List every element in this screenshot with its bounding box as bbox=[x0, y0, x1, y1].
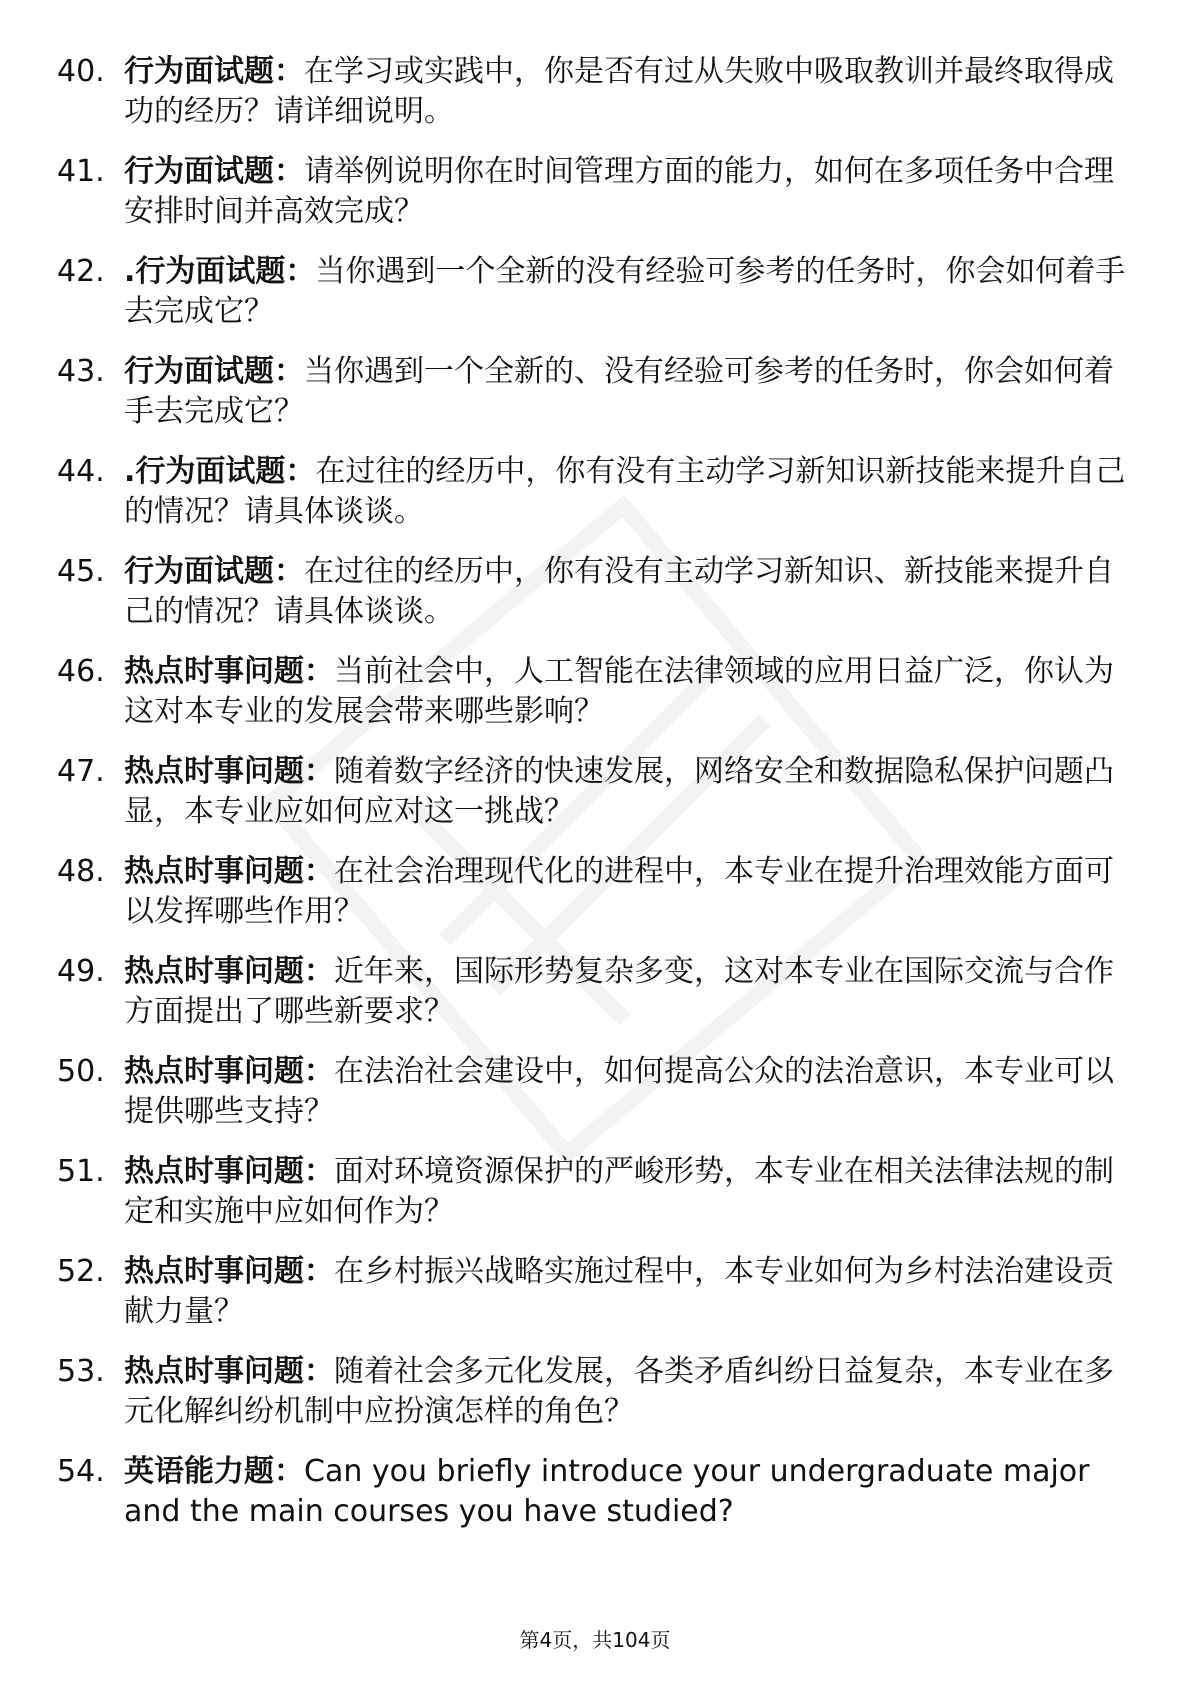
question-category: 热点时事问题： bbox=[124, 1254, 334, 1289]
question-text: 在乡村振兴战略实施过程中，本专业如何为乡村法治建设贡献力量？ bbox=[124, 1254, 1114, 1329]
question-category: 热点时事问题： bbox=[124, 1154, 334, 1189]
question-item bbox=[57, 452, 1137, 532]
question-category: 热点时事问题： bbox=[124, 1054, 334, 1089]
question-category: 热点时事问题： bbox=[124, 1354, 334, 1389]
page-number-label: 第4页，共104页 bbox=[519, 1628, 671, 1652]
question-number: 40. bbox=[57, 54, 105, 89]
question-item bbox=[57, 1152, 1137, 1232]
page-footer bbox=[0, 1628, 1190, 1652]
question-item bbox=[57, 52, 1137, 132]
question-number: 44. bbox=[57, 454, 105, 489]
question-number: 49. bbox=[57, 954, 105, 989]
question-number: 50. bbox=[57, 1054, 105, 1089]
question-category: 行为面试题： bbox=[124, 554, 304, 589]
question-text: 当你遇到一个全新的、没有经验可参考的任务时，你会如何着手去完成它？ bbox=[124, 354, 1114, 429]
question-category: 行为面试题： bbox=[124, 154, 304, 189]
question-category: .行为面试题： bbox=[124, 254, 316, 289]
question-category: 行为面试题： bbox=[124, 354, 304, 389]
question-text: 在学习或实践中，你是否有过从失败中吸取教训并最终取得成功的经历？请详细说明。 bbox=[124, 54, 1114, 129]
question-category: 热点时事问题： bbox=[124, 654, 334, 689]
question-category: 英语能力题： bbox=[124, 1454, 304, 1489]
question-category: 热点时事问题： bbox=[124, 954, 334, 989]
question-number: 41. bbox=[57, 154, 105, 189]
question-number: 47. bbox=[57, 754, 105, 789]
question-item bbox=[57, 352, 1137, 432]
question-number: 51. bbox=[57, 1154, 105, 1189]
question-text: 当前社会中，人工智能在法律领域的应用日益广泛，你认为这对本专业的发展会带来哪些影响？ bbox=[124, 654, 1114, 729]
question-category: 热点时事问题： bbox=[124, 754, 334, 789]
question-item bbox=[57, 1052, 1137, 1132]
question-item bbox=[57, 1252, 1137, 1332]
question-text: 在法治社会建设中，如何提高公众的法治意识，本专业可以提供哪些支持？ bbox=[124, 1054, 1114, 1129]
question-number: 54. bbox=[57, 1454, 105, 1489]
question-item bbox=[57, 152, 1137, 232]
question-number: 45. bbox=[57, 554, 105, 589]
question-item bbox=[57, 852, 1137, 932]
question-item bbox=[57, 252, 1137, 332]
question-text: 面对环境资源保护的严峻形势，本专业在相关法律法规的制定和实施中应如何作为？ bbox=[124, 1154, 1114, 1229]
question-text: 随着数字经济的快速发展，网络安全和数据隐私保护问题凸显，本专业应如何应对这一挑战？ bbox=[124, 754, 1114, 829]
question-text: 请举例说明你在时间管理方面的能力，如何在多项任务中合理安排时间并高效完成？ bbox=[124, 154, 1114, 229]
question-text: 当你遇到一个全新的没有经验可参考的任务时，你会如何着手去完成它？ bbox=[124, 254, 1126, 329]
question-number: 53. bbox=[57, 1354, 105, 1389]
question-number: 43. bbox=[57, 354, 105, 389]
question-text: Can you briefly introduce your undergraduate major and the main courses you have studied? bbox=[124, 1454, 1090, 1529]
question-number: 48. bbox=[57, 854, 105, 889]
question-item bbox=[57, 752, 1137, 832]
question-item bbox=[57, 1452, 1137, 1532]
question-item bbox=[57, 552, 1137, 632]
question-item bbox=[57, 652, 1137, 732]
question-text: 在社会治理现代化的进程中，本专业在提升治理效能方面可以发挥哪些作用？ bbox=[124, 854, 1114, 929]
question-number: 46. bbox=[57, 654, 105, 689]
question-text: 近年来，国际形势复杂多变，这对本专业在国际交流与合作方面提出了哪些新要求？ bbox=[124, 954, 1114, 1029]
question-text: 在过往的经历中，你有没有主动学习新知识新技能来提升自己的情况？请具体谈谈。 bbox=[124, 454, 1126, 529]
question-category: .行为面试题： bbox=[124, 454, 316, 489]
question-category: 行为面试题： bbox=[124, 54, 304, 89]
question-item bbox=[57, 952, 1137, 1032]
question-item bbox=[57, 1352, 1137, 1432]
question-category: 热点时事问题： bbox=[124, 854, 334, 889]
question-text: 在过往的经历中，你有没有主动学习新知识、新技能来提升自己的情况？请具体谈谈。 bbox=[124, 554, 1114, 629]
question-list bbox=[57, 52, 1137, 1552]
question-number: 52. bbox=[57, 1254, 105, 1289]
question-text: 随着社会多元化发展，各类矛盾纠纷日益复杂，本专业在多元化解纠纷机制中应扮演怎样的角色？ bbox=[124, 1354, 1114, 1429]
question-number: 42. bbox=[57, 254, 105, 289]
